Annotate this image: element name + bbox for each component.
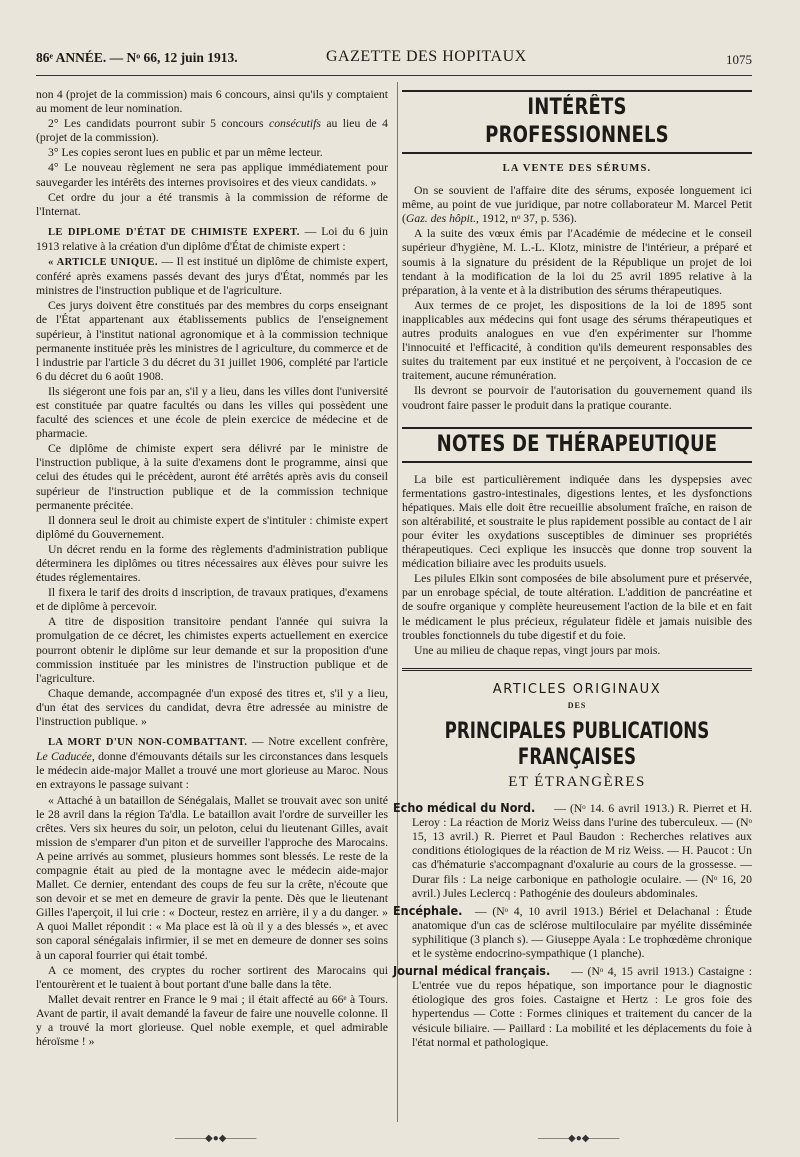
paragraph: Ce diplôme de chimiste expert sera délivré par le ministre de l'instruction publique, à la suite d'examens dont le programme, ainsi que celui des études qui le précèdent, auront été arrêtés après avis du conseil supérieur de l'instruction publique et de la commission technique permanente précitée. bbox=[36, 442, 388, 512]
paragraph: Une au milieu de chaque repas, vingt jours par mois. bbox=[414, 643, 661, 657]
page-number: 1075 bbox=[726, 52, 752, 67]
article-heading: « ARTICLE UNIQUE. bbox=[48, 257, 158, 269]
section-title: INTÉRÊTS PROFESSIONNELS bbox=[485, 95, 669, 148]
subsection-title: LA VENTE DES SÉRUMS. bbox=[502, 163, 652, 174]
articles-etrangeres: ET ÉTRANGÈRES bbox=[508, 774, 646, 790]
reference-entry: Encéphale. — (Nᵒ 4, 10 avril 1913.) Bériel et Delachanal : Étude anatomique d'un cas de sclérose multiloculaire par myélite disséminée syphilitique (3 planch s). — Giuseppe Ayala : Le trophœdème chronique et le système endocrino-sympathique (1 planche). bbox=[393, 902, 752, 961]
paragraph: A ce moment, des cryptes du rocher sortirent des Marocains qui l'entourèrent et le tuaient à bout portant d'une balle dans la tête. bbox=[36, 963, 388, 991]
section-title: NOTES DE THÉRAPEUTIQUE bbox=[436, 431, 718, 457]
articles-title: ARTICLES ORIGINAUX bbox=[492, 681, 662, 697]
paragraph: Un décret rendu en la forme des règlements d'administration publique déterminera les diplômes ou titres nécessaires aux élèves pour suivre les études réglementaires. bbox=[36, 542, 388, 585]
paragraph: A la suite des vœux émis par l'Académie de médecine et le conseil supérieur d'hygiène, M. L.-L. Klotz, ministre de l'intérieur, a préparé et soumis à la signature du président de la République un projet de loi tendant à la modification de la loi du 25 avril 1895 relative à la préparation, à la vente et à la distribution des sérums thérapeutiques. bbox=[402, 227, 752, 297]
reference-entry: Journal médical français. — (Nᵒ 4, 15 avril 1913.) Castaigne : L'entrée vue du repos hépatique, son importance pour le diagnostic étiologique des gros foies. Castaigne et Hertz : Le gros foie des hypertendus — Cotte : Formes cliniques et traitement du cancer de la vésicule biliaire. — Paillard : La mobilité et les déplacements du foie à l'état normal et pathologique. bbox=[393, 963, 752, 1049]
section-heading: LE DIPLOME D'ÉTAT DE CHIMISTE EXPERT. bbox=[48, 226, 300, 238]
articles-des: DES bbox=[567, 700, 587, 710]
reference-entry: Echo médical du Nord. — (Nᵒ 14. 6 avril 1913.) R. Pierret et H. Leroy : La réaction de Moriz Weiss dans l'urine des tuberculeux. — (Nᵒ 15, 13 avril.) R. Pierret et Paul Baudon : Recherches relatives aux conditions étiologiques de la réaction de M riz Weiss. — H. Paucot : Un cas d'hématurie s'accompagnant d'oxalurie au cours de la grossesse. — Durar fils : La neige carbonique en pathologie oculaire. — (Nᵒ 16, 20 avril.) Jules Leclercq : Pathogénie des douleurs abdominales. bbox=[393, 800, 752, 900]
paragraph: A titre de disposition transitoire pendant l'année qui suivra la promulgation de ce décret, les chimistes experts actuellement en exercice pourront obtenir le diplôme sur leur demande et sur la proposition d'une commission instituée par les ministres de l'instruction publique et de l'agriculture. bbox=[36, 615, 388, 685]
journal-name: Encéphale. bbox=[393, 902, 463, 918]
paragraph: Cet ordre du jour a été transmis à la commission de réforme de l'Internat. bbox=[36, 190, 388, 218]
ornament-left: ———◆●◆——— bbox=[175, 1133, 257, 1144]
paragraph: Il fixera le tarif des droits d inscription, de travaux pratiques, d'examens et de diplôme à percevoir. bbox=[36, 586, 388, 614]
paragraph: Ils devront se pourvoir de l'autorisation du gouvernement quand ils voudront faire passer le produit dans la pratique courante. bbox=[402, 384, 752, 412]
paragraph: non 4 (projet de la commission) mais 6 concours, ainsi qu'ils y comptaient au moment de leur nomination. bbox=[36, 88, 388, 116]
journal-name: Journal médical français. bbox=[393, 963, 551, 979]
journal-title: GAZETTE DES HOPITAUX bbox=[326, 48, 527, 65]
paragraph: « ARTICLE UNIQUE. — Il est institué un diplôme de chimiste expert, conféré après examens passés devant des jurys d'État, nommés par les ministres de l'instruction publique et de l'agriculture. bbox=[36, 255, 389, 298]
paragraph: La bile est particulièrement indiquée dans les dyspepsies avec fermentations gastro-intestinales, digestions lentes, et les dysfonctions hépatiques. Mais elle doit être recueillie absolument fraîche, en raison de son altérabilité, et soustraite le plus rapidement possible au contact de l air pour éviter les oxydations susceptibles de diminuer ses propriétés thérapeutiques. Ceci explique les insuccès que donne trop souvent la médication biliaire avec les produits usuels. bbox=[402, 472, 752, 571]
section-rule bbox=[402, 668, 752, 671]
paragraph: Mallet devait rentrer en France le 9 mai ; il était affecté au 66ᵉ à Tours. Avant de partir, il avait demandé la faveur de faire une nouvelle colonne. Il y a trouvé la mort glorieuse. Quel noble exemple, et quel admirable héroïsme ! » bbox=[36, 992, 388, 1049]
interets-box bbox=[402, 90, 752, 154]
right-column bbox=[393, 88, 752, 1053]
paragraph: Aux termes de ce projet, les dispositions de la loi de 1895 sont inapplicables aux médecins qui font usage des sérums thérapeutiques et autres produits analogues en vue d'en expérimenter sur l'homme l'innocuité et l'efficacité, à condition qu'ils demeurent responsables des suites du traitement par eux institué et ne perçoivent, à l'occasion de ce traitement, aucune rémunération. bbox=[402, 298, 752, 383]
ornament-right: ———◆●◆——— bbox=[538, 1133, 620, 1144]
paragraph: On se souvient de l'affaire dite des sérums, exposée longuement ici même, au point de vue juridique, par notre collaborateur M. Marcel Petit (Gaz. des hôpit., 1912, nᵒ 37, p. 536). bbox=[402, 184, 752, 226]
section-heading: LA MORT D'UN NON-COMBATTANT. bbox=[48, 737, 248, 749]
paragraph: Les pilules Elkin sont composées de bile absolument pure et préservée, par un enrobage spécial, de toute altération. L'addition de pancréatine et de soufre organique y complète heureusement l'action de la bile et en fait le médicament le plus précieux, régulateur fidèle et jamais nuisible des troubles fonctionnels du tube digestif et du foie. bbox=[402, 572, 752, 642]
issue-info: 86ᵉ ANNÉE. — Nᵒ 66, 12 juin 1913. bbox=[36, 50, 238, 65]
journal-name: Echo médical du Nord. bbox=[393, 800, 536, 816]
mort-section: LA MORT D'UN NON-COMBATTANT. — Notre excellent confrère, Le Caducée, donne d'émouvants détails sur les circonstances dans lesquels le médecin aide-major Mallet a trouvé une mort glorieuse au Maroc. Nous en extrayons le passage suivant : bbox=[36, 735, 389, 792]
paragraph: Ces jurys doivent être constitués par des membres du corps enseignant de l'État appartenant aux établissements publics de l'enseignement supérieur, à l'institut national agronomique et à la commission technique permanente instituée près les ministres de l agriculture, du commerce et de l industrie par l'article 3 du décret du 31 juillet 1906, complété par l'article 6 du décret du 6 août 1908. bbox=[36, 299, 388, 383]
paragraph: Ils siégeront une fois par an, s'il y a lieu, dans les villes dont l'université est constituée par quatre facultés ou dans les villes qui possèdent une faculté des sciences et une école de plein exercice de médecine et de pharmacie. bbox=[36, 384, 388, 441]
paragraph: 3° Les copies seront lues en public et par un même lecteur. bbox=[48, 146, 323, 160]
paragraph: Chaque demande, accompagnée d'un exposé des titres et, s'il y a lieu, d'un état des services du candidat, devra être adressée au ministre de l'instruction publique. » bbox=[36, 686, 388, 729]
page-header bbox=[36, 50, 752, 70]
paragraph: « Attaché à un bataillon de Sénégalais, Mallet se trouvait avec son unité le 28 avril dans la région Ta'dla. Le bataillon avait l'ordre de surveiller les crêtes. Vers six heures du soir, un peloton, celui du lieutenant Gilles, avait mission de s'emparer d'un piton et de surveiller l'approche des Marocains. A peine arrivés au sommet, plusieurs hommes sont blessés. Le reste de la compagnie était au pied de la montagne avec le médecin aide-major Mallet. Ce dernier, entendant des coups de feu sur la crête, n'écoute que son devoir et se met en demeure de gravir la pente. Dès que le lieutenant Gilles l'aperçoit, il lui crie : « Docteur, restez en arrière, il y a du danger. » A quoi Mallet répondit : « Ma place est là où il y a des blessés », et avec son caporal sénégalais infirmier, il se met en demeure de donner ses soins à un caporal fourrier qui était tombé. bbox=[36, 793, 388, 962]
left-column bbox=[36, 88, 388, 1050]
articles-big-title: PRINCIPALES PUBLICATIONS FRANÇAISES bbox=[444, 719, 710, 770]
paragraph: Il donnera seul le droit au chimiste expert de s'intituler : chimiste expert diplômé du Gouvernement. bbox=[36, 513, 388, 541]
paragraph: 4° Le nouveau règlement ne sera pas applique immédiatement pour sauvegarder les intérêts des internes provisoires et des vieux candidats. » bbox=[36, 161, 388, 189]
paragraph: 2° Les candidats pourront subir 5 concours consécutifs au lieu de 4 (projet de la commission). bbox=[36, 117, 388, 145]
header-rule bbox=[36, 75, 752, 76]
diplome-section: LE DIPLOME D'ÉTAT DE CHIMISTE EXPERT. — Loi du 6 juin 1913 relative à la création d'un diplôme d'État de chimiste expert : bbox=[36, 224, 388, 253]
notes-box bbox=[402, 427, 752, 463]
